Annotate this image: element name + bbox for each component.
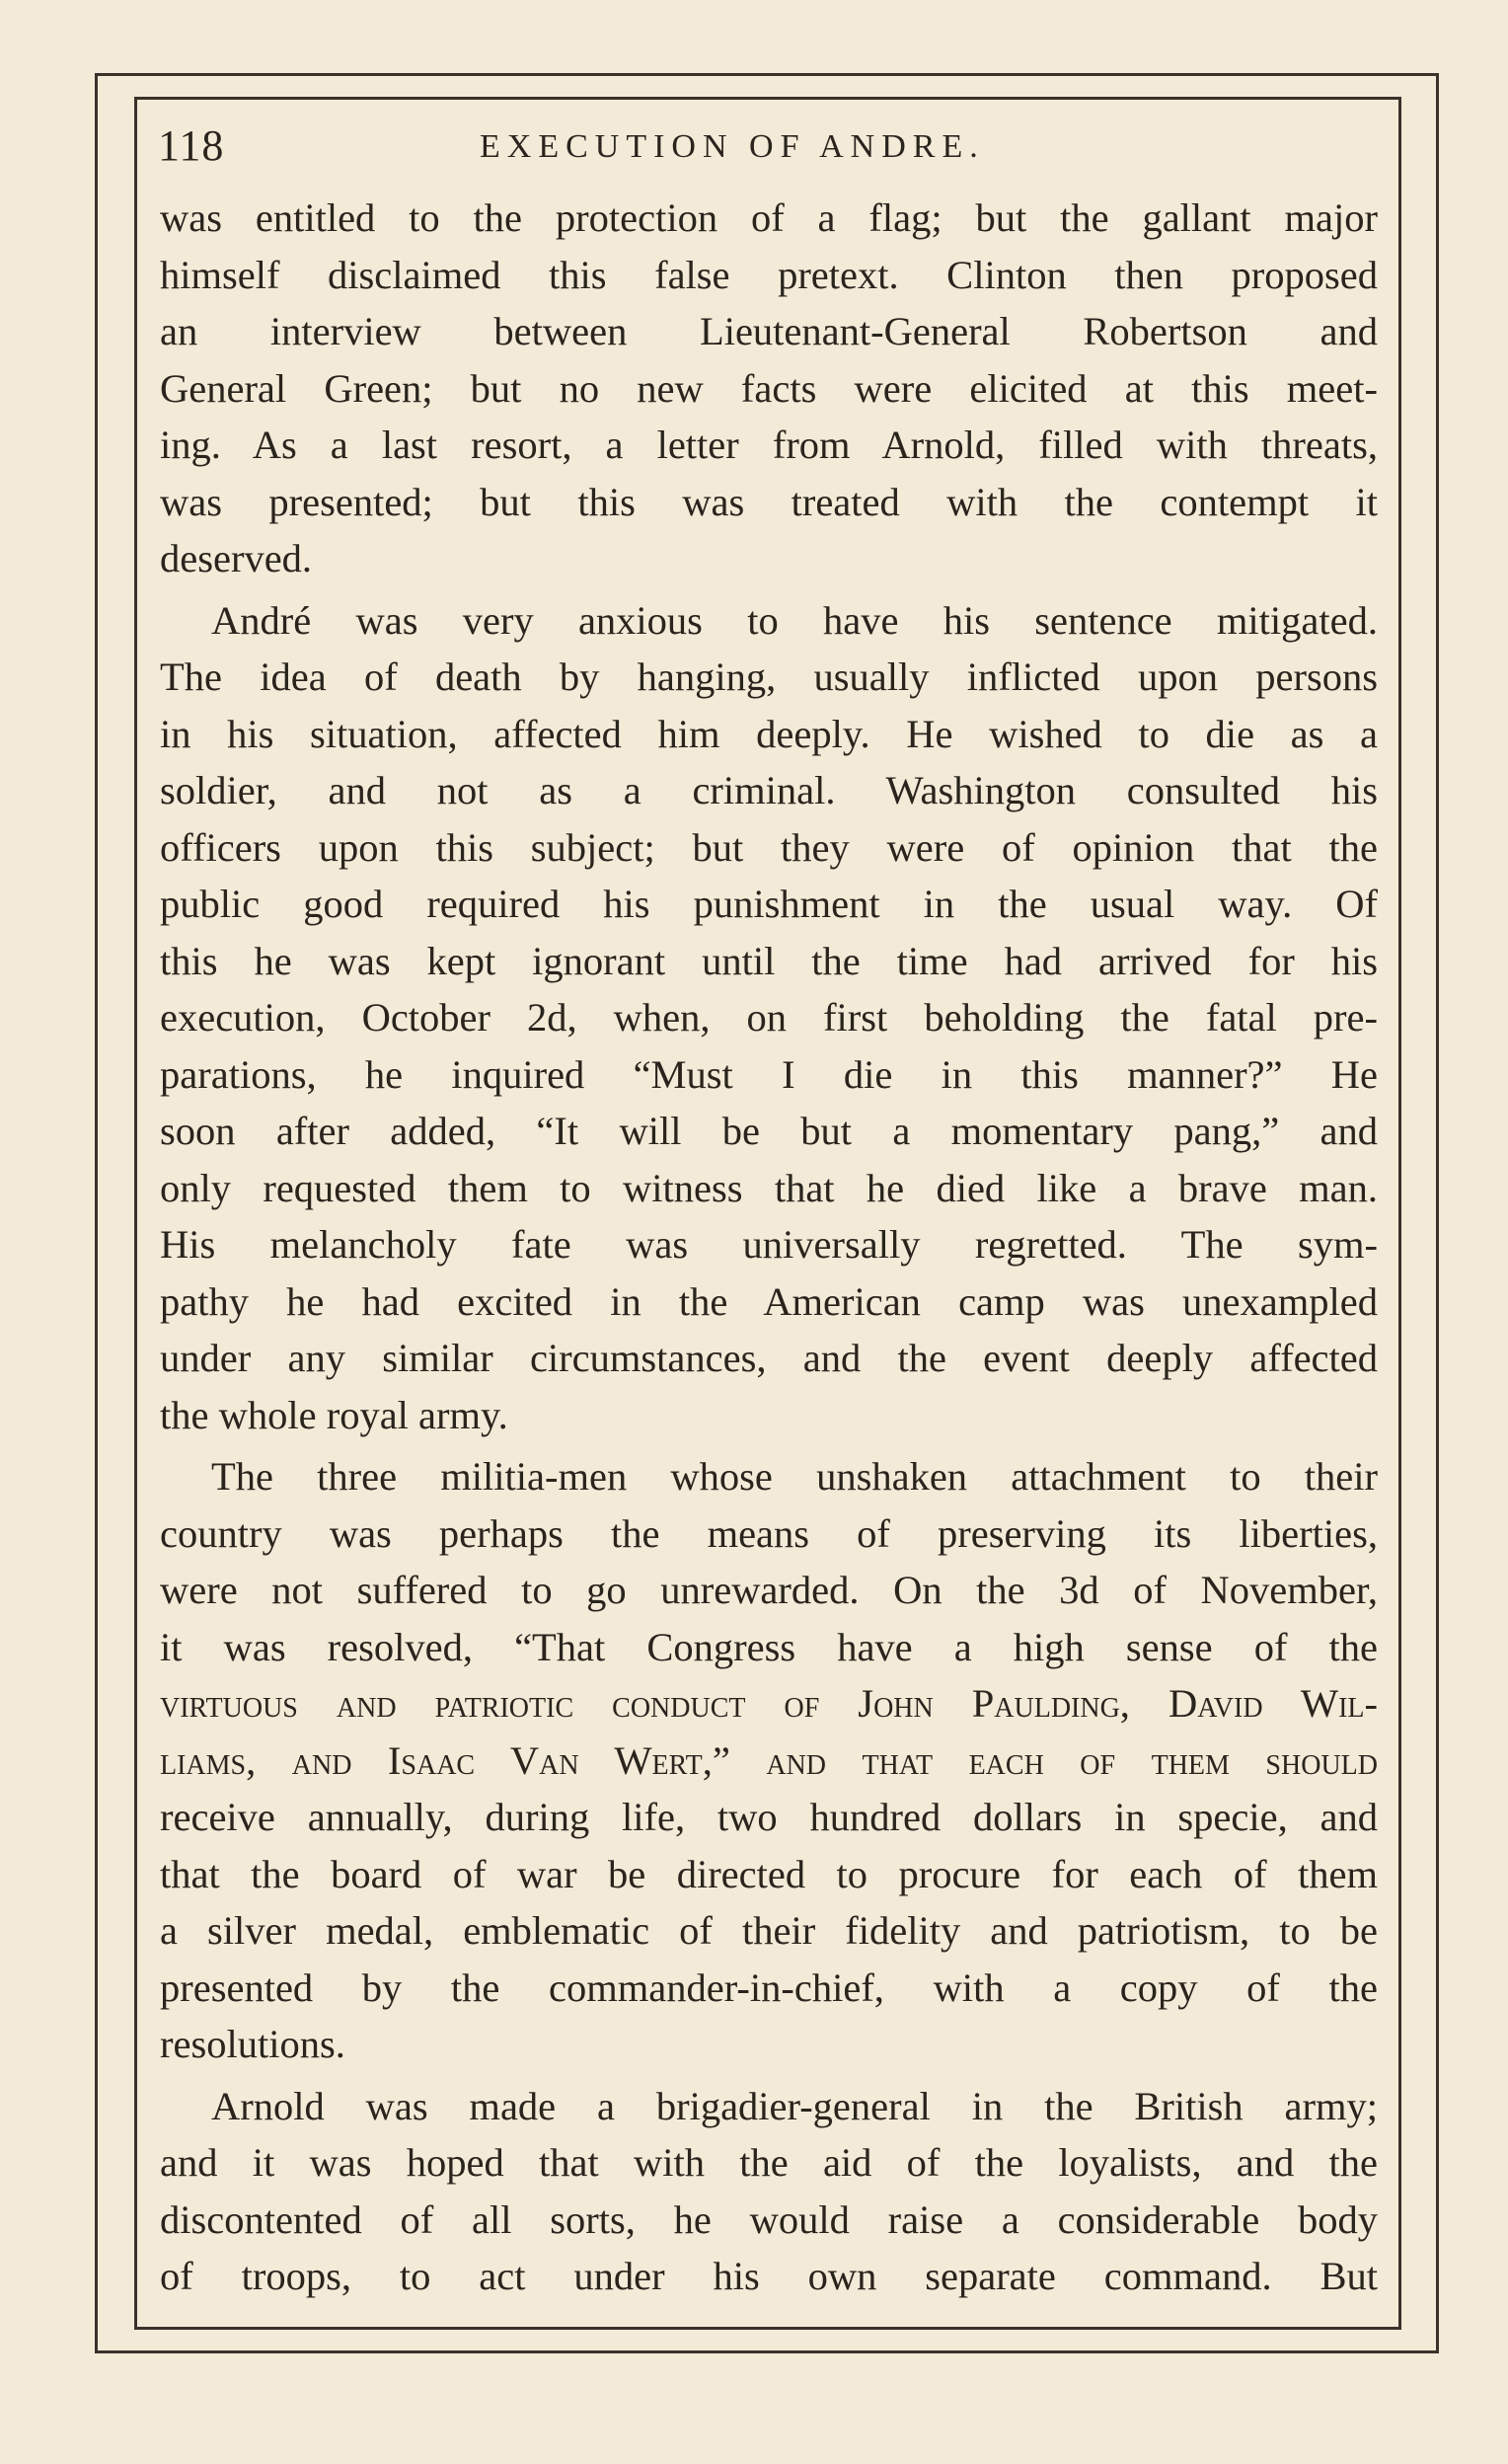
text-line: execution, October 2d, when, on first beholding the fatal pre- bbox=[160, 995, 1378, 1040]
text-line: ing. As a last resort, a letter from Arnold, filled with threats, bbox=[160, 423, 1378, 467]
text-line: Arnold was made a brigadier-general in the British army; bbox=[211, 2083, 1378, 2128]
text-line: it was resolved, “That Congress have a high sense of the bbox=[160, 1624, 1378, 1669]
text-line: soon after added, “It will be but a momentary pang,” and bbox=[160, 1109, 1378, 1153]
text-line: parations, he inquired “Must I die in this manner?” He bbox=[160, 1051, 1378, 1097]
text-line: officers upon this subject; but they were of opinion that the bbox=[160, 824, 1378, 870]
text-line: soldier, and not as a criminal. Washington consulted his bbox=[160, 768, 1378, 812]
text-line: virtuous and patriotic conduct of John Paulding, David Wil- bbox=[160, 1681, 1378, 1726]
text-line: The idea of death by hanging, usually inflicted upon persons bbox=[160, 654, 1378, 699]
text-line: General Green; but no new facts were elicited at this meet- bbox=[160, 365, 1378, 411]
text-line: this he was kept ignorant until the time had arrived for his bbox=[160, 938, 1378, 983]
text-line: a silver medal, emblematic of their fidelity and patriotism, to be bbox=[160, 1908, 1378, 1953]
text-line: liams, and Isaac Van Wert,” and that each of them should bbox=[160, 1737, 1378, 1783]
text-line: only requested them to witness that he died like a brave man. bbox=[160, 1165, 1378, 1210]
running-head: EXECUTION OF ANDRE. bbox=[480, 128, 985, 165]
text-line: was presented; but this was treated with the contempt it bbox=[160, 479, 1378, 524]
text-line: discontented of all sorts, he would raise a considerable body bbox=[160, 2196, 1378, 2242]
text-line: country was perhaps the means of preserving its liberties, bbox=[160, 1510, 1378, 1556]
paragraph bbox=[160, 190, 1378, 587]
paragraph bbox=[160, 592, 1378, 1444]
text-line: André was very anxious to have his sentence mitigated. bbox=[211, 597, 1378, 643]
page-header bbox=[156, 120, 1380, 174]
text-line: pathy he had excited in the American camp was unexampled bbox=[160, 1278, 1378, 1324]
text-line: in his situation, affected him deeply. He wished to die as a bbox=[160, 711, 1378, 756]
text-line: and it was hoped that with the aid of the loyalists, and the bbox=[160, 2140, 1378, 2185]
text-line: was entitled to the protection of a flag; but the gallant major bbox=[160, 195, 1378, 240]
text-line: public good required his punishment in the usual way. Of bbox=[160, 882, 1378, 926]
paragraph bbox=[160, 2078, 1378, 2305]
text-line: himself disclaimed this false pretext. Clinton then proposed bbox=[160, 252, 1378, 297]
text-line: His melancholy fate was universally regretted. The sym- bbox=[160, 1222, 1378, 1267]
text-line: that the board of war be directed to procure for each of them bbox=[160, 1851, 1378, 1896]
text-line: of troops, to act under his own separate command. But bbox=[160, 2254, 1378, 2298]
text-line: under any similar circumstances, and the event deeply affected bbox=[160, 1336, 1378, 1380]
text-line: were not suffered to go unrewarded. On the 3d of November, bbox=[160, 1568, 1378, 1612]
text-line: deserved. bbox=[160, 536, 313, 580]
text-line: resolutions. bbox=[160, 2022, 345, 2066]
text-line: The three militia-men whose unshaken attachment to their bbox=[211, 1454, 1378, 1499]
text-line: an interview between Lieutenant-General Robertson and bbox=[160, 309, 1378, 353]
paragraph bbox=[160, 1448, 1378, 2073]
text-line: the whole royal army. bbox=[160, 1392, 508, 1437]
text-line: receive annually, during life, two hundred dollars in specie, and bbox=[160, 1795, 1378, 1839]
page-number: 118 bbox=[158, 121, 225, 170]
text-line: presented by the commander-in-chief, with a copy of the bbox=[160, 1964, 1378, 2010]
body-text bbox=[160, 190, 1378, 2305]
